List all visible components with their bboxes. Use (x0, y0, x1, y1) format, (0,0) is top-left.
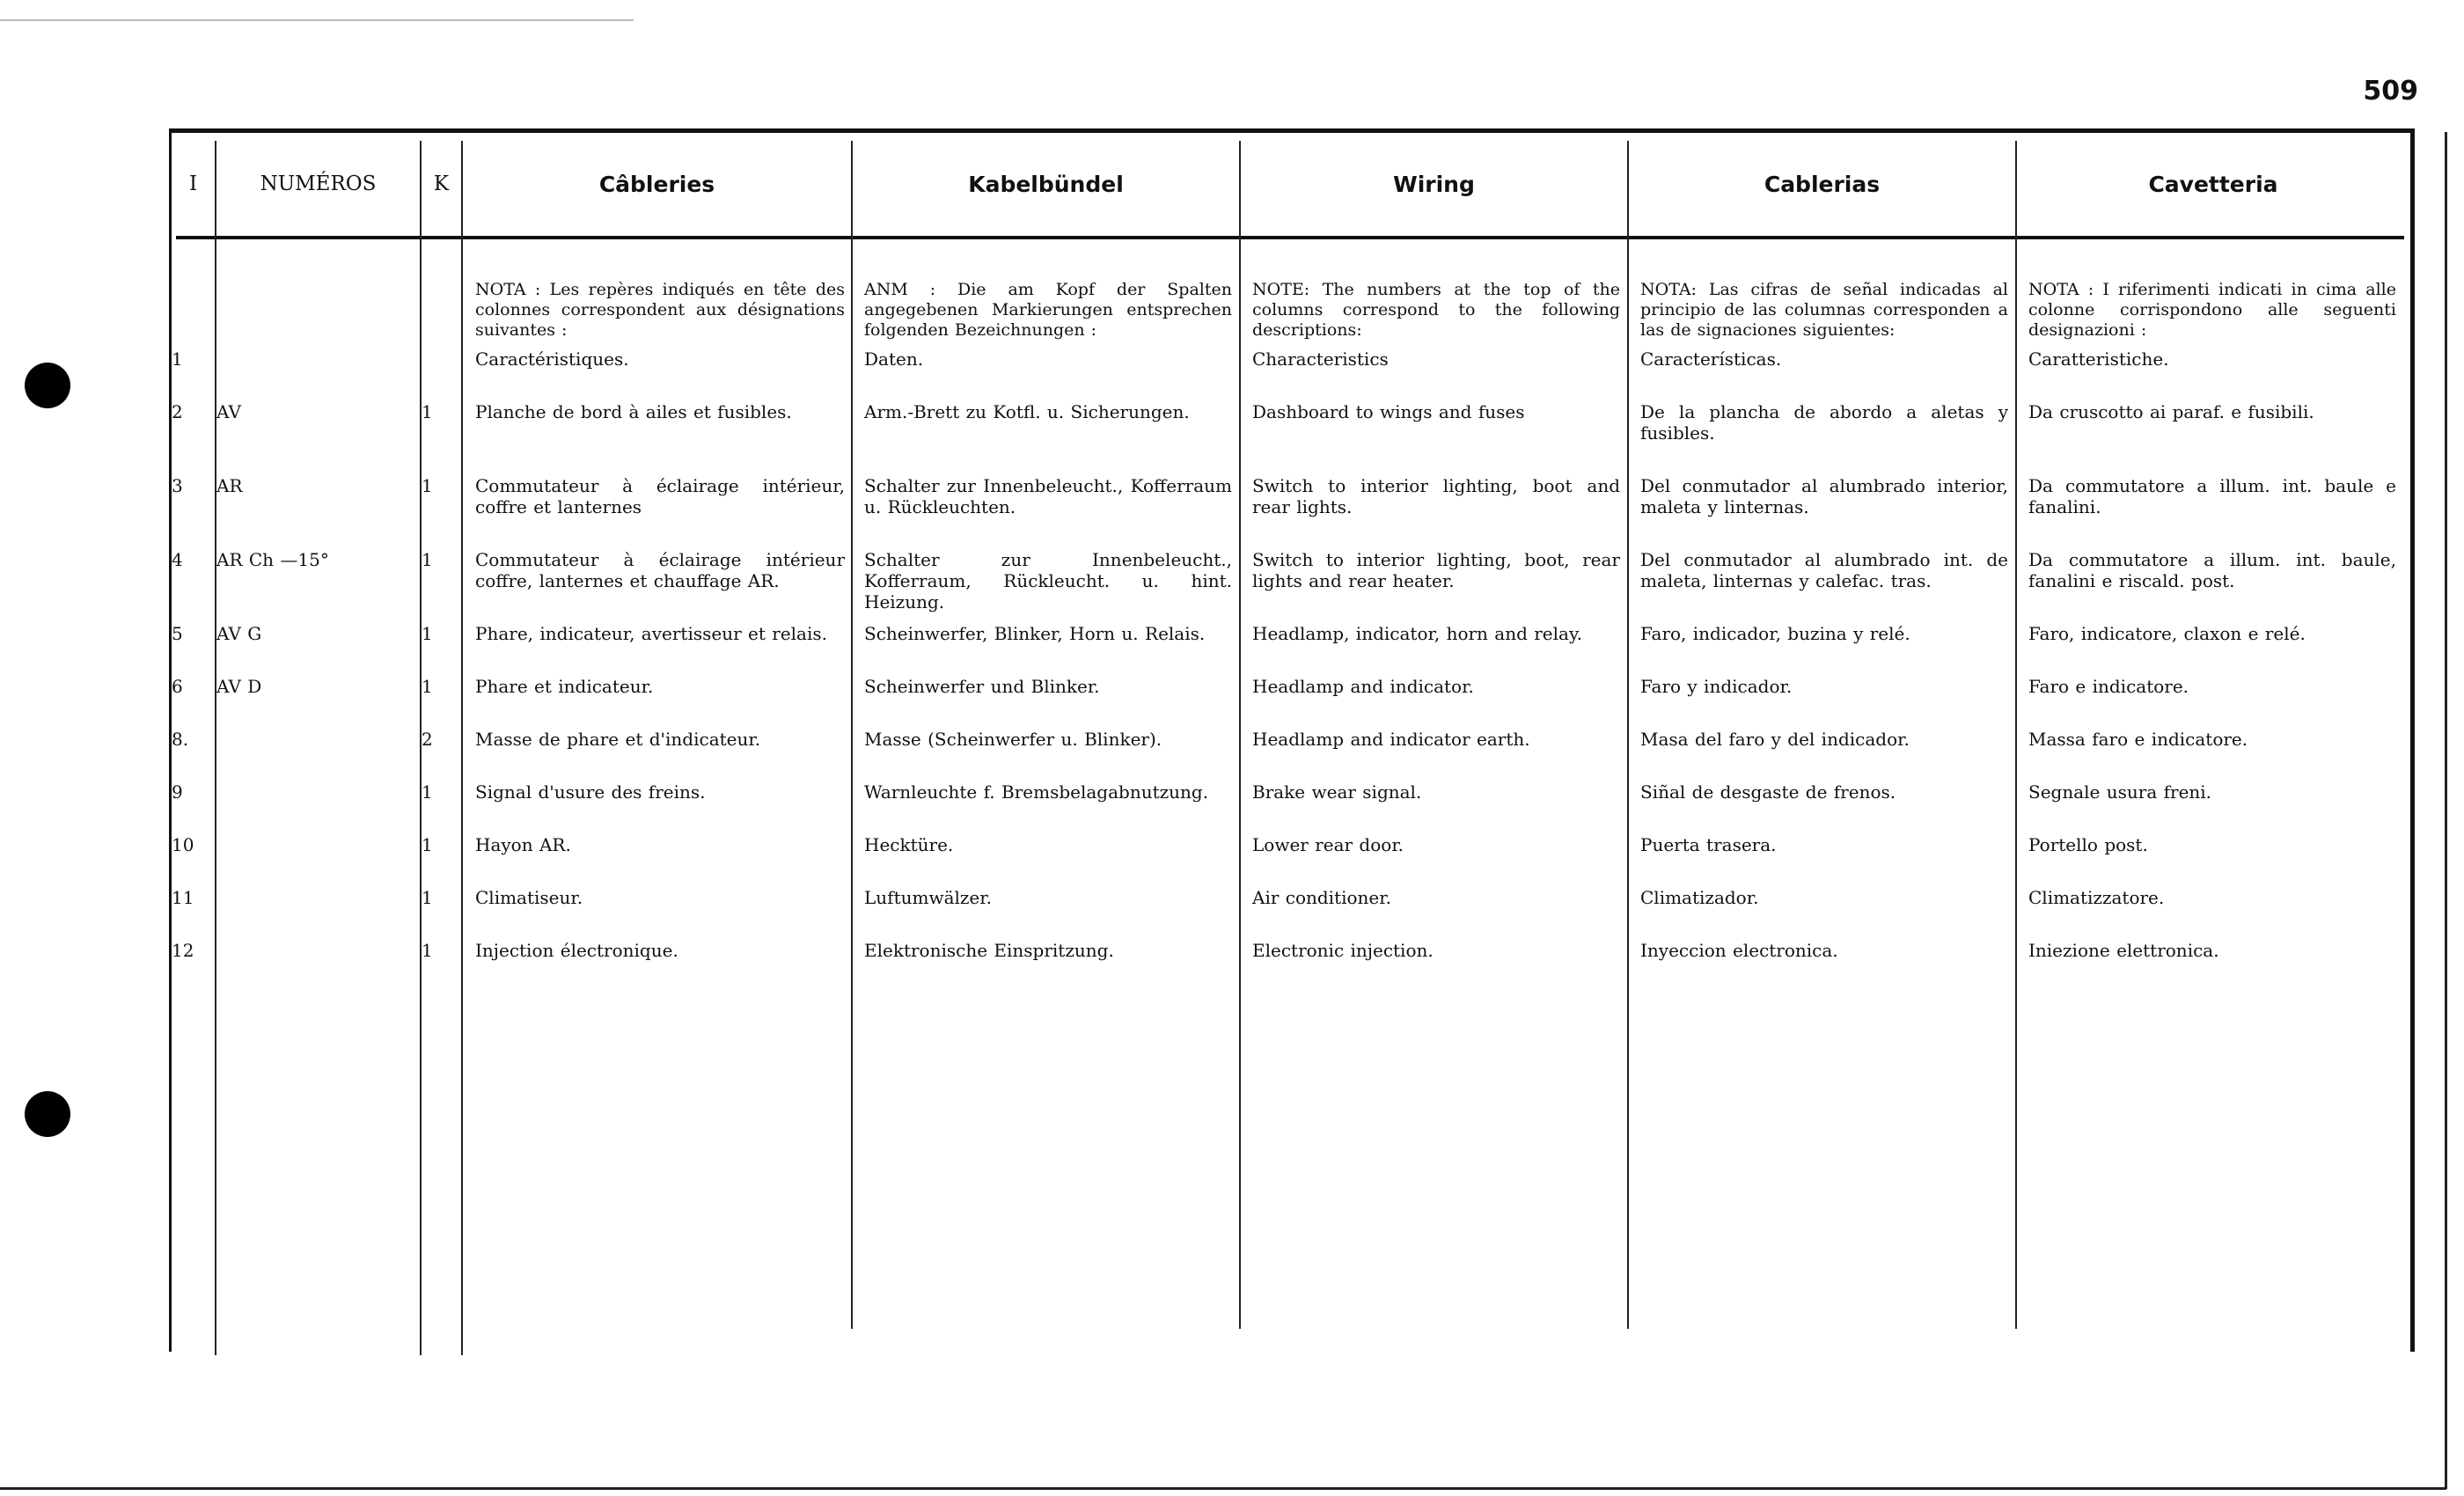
row-numeros: AR (216, 475, 243, 496)
column-divider (851, 141, 853, 1329)
cell-french: Planche de bord à ailes et fusibles. (475, 401, 792, 422)
row-k: 1 (422, 834, 433, 855)
cell-german: Schalter zur Innenbeleucht., Kofferraum u. Rückleuchten. (864, 475, 1232, 517)
cell-english: Air conditioner. (1252, 887, 1391, 908)
row-k: 1 (422, 549, 433, 570)
cell-spanish: Características. (1640, 348, 1782, 370)
column-divider (461, 141, 463, 1355)
cell-italian: Faro, indicatore, claxon e relé. (2028, 623, 2306, 644)
cell-french: Phare, indicateur, avertisseur et relais. (475, 623, 827, 644)
column-divider (1239, 141, 1241, 1329)
cell-french: Commutateur à éclairage intérieur coffre, lanternes et chauffage AR. (475, 549, 845, 591)
header-separator (176, 236, 2404, 239)
row-k: 1 (422, 623, 433, 644)
column-divider (2015, 141, 2017, 1329)
note-spanish: NOTA: Las cifras de señal indicadas al principio de las columnas corresponden a las de signaciones siguientes: (1640, 280, 2008, 340)
cell-english: Lower rear door. (1252, 834, 1404, 855)
cell-german: Luftumwälzer. (864, 887, 992, 908)
cell-french: Climatiseur. (475, 887, 583, 908)
page-right-rule (2445, 132, 2447, 1489)
cell-english: Characteristics (1252, 348, 1389, 370)
cell-spanish: Del conmutador al alumbrado int. de maleta, linternas y calefac. tras. (1640, 549, 2008, 591)
column-divider (1627, 141, 1629, 1329)
cell-spanish: Inyeccion electronica. (1640, 940, 1838, 961)
cell-german: Masse (Scheinwerfer u. Blinker). (864, 729, 1162, 750)
row-numeros: AV G (216, 623, 262, 644)
cell-french: Masse de phare et d'indicateur. (475, 729, 761, 750)
row-k: 1 (422, 887, 433, 908)
cell-italian: Faro e indicatore. (2028, 676, 2189, 697)
cell-spanish: Puerta trasera. (1640, 834, 1777, 855)
header-english: Wiring (1393, 171, 1475, 197)
row-k: 1 (422, 781, 433, 803)
cell-spanish: Siñal de desgaste de frenos. (1640, 781, 1896, 803)
cell-french: Signal d'usure des freins. (475, 781, 706, 803)
note-english: NOTE: The numbers at the top of the columns correspond to the following descriptions: (1252, 280, 1620, 340)
row-index: 2 (172, 401, 183, 422)
cell-spanish: Del conmutador al alumbrado interior, maleta y linternas. (1640, 475, 2008, 517)
binder-hole-bottom (25, 1091, 70, 1137)
row-numeros: AR Ch —15° (216, 549, 329, 570)
cell-french: Caractéristiques. (475, 348, 629, 370)
row-index: 8. (172, 729, 189, 750)
cell-spanish: De la plancha de abordo a aletas y fusibles. (1640, 401, 2008, 444)
cell-french: Commutateur à éclairage intérieur, coffre et lanternes (475, 475, 845, 517)
header-numeros: NUMÉROS (260, 172, 377, 195)
row-index: 1 (172, 348, 183, 370)
cell-german: Arm.-Brett zu Kotfl. u. Sicherungen. (864, 401, 1190, 422)
cell-german: Daten. (864, 348, 924, 370)
cell-italian: Massa faro e indicatore. (2028, 729, 2248, 750)
cell-english: Switch to interior lighting, boot and rear lights. (1252, 475, 1620, 517)
row-k: 2 (422, 729, 433, 750)
page-number: 509 (2363, 76, 2418, 106)
header-german: Kabelbündel (968, 171, 1124, 197)
header-index: I (188, 172, 198, 195)
row-index: 4 (172, 549, 183, 570)
cell-italian: Caratteristiche. (2028, 348, 2169, 370)
cell-italian: Da commutatore a illum. int. baule, fanalini e riscald. post. (2028, 549, 2396, 591)
cell-spanish: Climatizador. (1640, 887, 1759, 908)
row-k: 1 (422, 401, 433, 422)
row-index: 9 (172, 781, 183, 803)
column-divider (215, 141, 216, 1355)
row-k: 1 (422, 475, 433, 496)
cell-italian: Portello post. (2028, 834, 2148, 855)
page-bottom-rule (0, 1487, 2446, 1490)
row-index: 10 (172, 834, 194, 855)
cell-italian: Iniezione elettronica. (2028, 940, 2219, 961)
cell-german: Scheinwerfer und Blinker. (864, 676, 1100, 697)
cell-italian: Segnale usura freni. (2028, 781, 2212, 803)
note-german: ANM : Die am Kopf der Spalten angegebenen Markierungen entsprechen folgenden Bezeichnungen : (864, 280, 1232, 340)
cell-german: Hecktüre. (864, 834, 954, 855)
cell-german: Schalter zur Innenbeleucht., Kofferraum, Rückleucht. u. hint. Heizung. (864, 549, 1232, 612)
row-k: 1 (422, 940, 433, 961)
cell-english: Headlamp and indicator. (1252, 676, 1474, 697)
cell-english: Dashboard to wings and fuses (1252, 401, 1525, 422)
cell-italian: Da cruscotto ai paraf. e fusibili. (2028, 401, 2314, 422)
row-index: 11 (172, 887, 194, 908)
header-italian: Cavetteria (2148, 171, 2278, 197)
table-right-border (2410, 128, 2415, 1352)
binder-hole-top (25, 363, 70, 408)
cell-english: Headlamp and indicator earth. (1252, 729, 1530, 750)
header-spanish: Cablerias (1764, 171, 1881, 197)
row-numeros: AV (216, 401, 241, 422)
note-french: NOTA : Les repères indiqués en tête des colonnes correspondent aux désignations suivantes : (475, 280, 845, 340)
cell-italian: Da commutatore a illum. int. baule e fanalini. (2028, 475, 2396, 517)
header-french: Câbleries (598, 171, 715, 197)
cell-spanish: Faro y indicador. (1640, 676, 1793, 697)
header-k: K (433, 172, 450, 195)
row-numeros: AV D (216, 676, 262, 697)
cell-spanish: Faro, indicador, buzina y relé. (1640, 623, 1910, 644)
cell-english: Switch to interior lighting, boot, rear lights and rear heater. (1252, 549, 1620, 591)
note-italian: NOTA : I riferimenti indicati in cima alle colonne corrispondono alle seguenti designazioni : (2028, 280, 2396, 340)
row-index: 12 (172, 940, 194, 961)
cell-german: Warnleuchte f. Bremsbelagabnutzung. (864, 781, 1209, 803)
cell-french: Injection électronique. (475, 940, 678, 961)
top-rule (0, 19, 634, 21)
cell-german: Scheinwerfer, Blinker, Horn u. Relais. (864, 623, 1206, 644)
row-index: 5 (172, 623, 183, 644)
cell-german: Elektronische Einspritzung. (864, 940, 1114, 961)
row-k: 1 (422, 676, 433, 697)
cell-english: Headlamp, indicator, horn and relay. (1252, 623, 1582, 644)
cell-english: Brake wear signal. (1252, 781, 1422, 803)
cell-french: Phare et indicateur. (475, 676, 654, 697)
cell-english: Electronic injection. (1252, 940, 1434, 961)
row-index: 6 (172, 676, 183, 697)
cell-french: Hayon AR. (475, 834, 571, 855)
cell-italian: Climatizzatore. (2028, 887, 2165, 908)
row-index: 3 (172, 475, 183, 496)
cell-spanish: Masa del faro y del indicador. (1640, 729, 1910, 750)
